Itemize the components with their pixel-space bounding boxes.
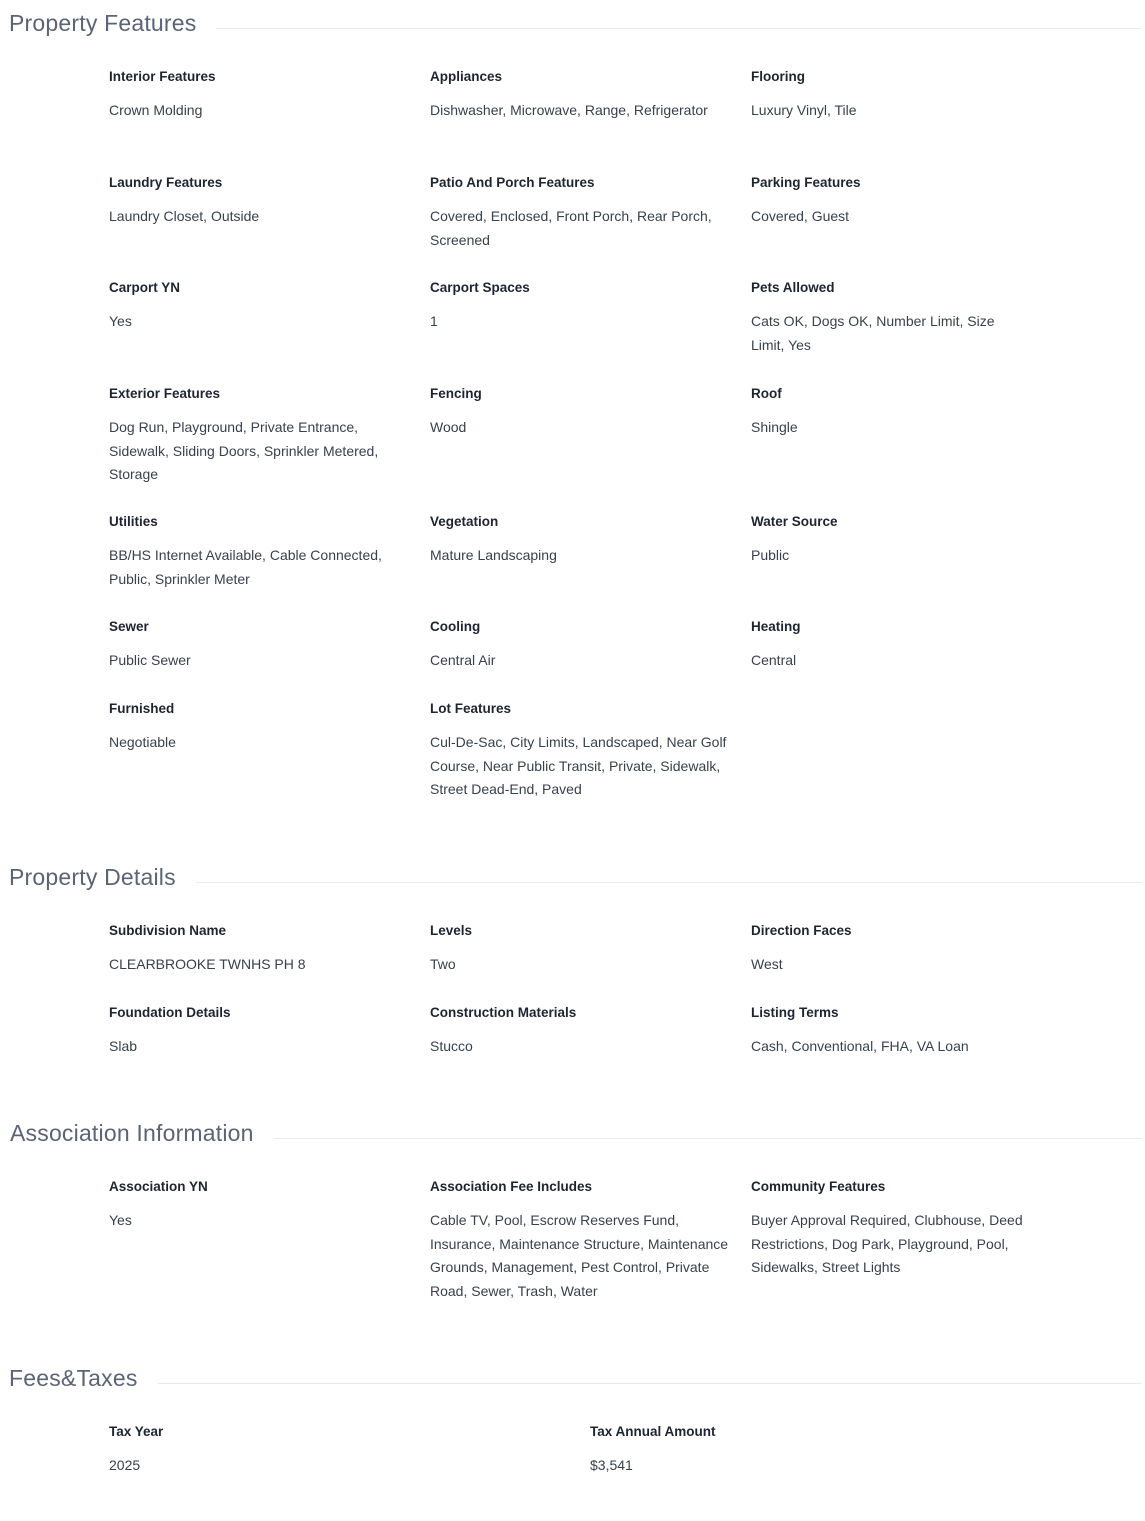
feature-value: Dishwasher, Microwave, Range, Refrigerator (430, 102, 708, 118)
detail-label: Direction Faces (751, 923, 852, 938)
detail-label: Levels (430, 923, 473, 938)
detail-value: CLEARBROOKE TWNHS PH 8 (109, 956, 306, 972)
detail-item (751, 1003, 1051, 1085)
association-label: Community Features (751, 1179, 886, 1194)
fees-taxes-section (0, 1361, 1145, 1473)
detail-value: West (751, 956, 783, 972)
feature-value: Dog Run, Playground, Private Entrance, Sidewalk, Sliding Doors, Sprinkler Metered, Storage (109, 419, 379, 482)
feature-item (751, 67, 1051, 173)
detail-label: Construction Materials (430, 1005, 577, 1020)
feature-value: Cats OK, Dogs OK, Number Limit, Size Limit, Yes (751, 313, 995, 353)
feature-label: Water Source (751, 514, 838, 529)
feature-label: Appliances (430, 69, 503, 84)
feature-value: BB/HS Internet Available, Cable Connected, Public, Sprinkler Meter (109, 547, 382, 587)
feature-item (751, 617, 1051, 699)
feature-value: Central (751, 652, 797, 668)
feature-label: Utilities (109, 514, 158, 529)
feature-value: Luxury Vinyl, Tile (751, 102, 857, 118)
feature-label: Furnished (109, 701, 175, 716)
feature-value: Covered, Enclosed, Front Porch, Rear Porch, Screened (430, 208, 712, 248)
section-divider (9, 1383, 1141, 1384)
feature-item (109, 278, 430, 384)
feature-item (430, 278, 751, 384)
feature-value: Covered, Guest (751, 208, 850, 224)
association-item (751, 1177, 1051, 1303)
section-header (0, 6, 1145, 40)
association-label: Association Fee Includes (430, 1179, 593, 1194)
feature-value: Laundry Closet, Outside (109, 208, 260, 224)
feature-item (430, 173, 751, 278)
feature-item (109, 617, 430, 699)
feature-value: Cul-De-Sac, City Limits, Landscaped, Near Golf Course, Near Public Transit, Private, Sidewalk, Street Dead-End, Paved (430, 734, 727, 797)
association-label: Association YN (109, 1179, 208, 1194)
tax-value: 2025 (109, 1457, 141, 1473)
feature-label: Flooring (751, 69, 805, 84)
detail-item (109, 1003, 430, 1085)
feature-label: Carport YN (109, 280, 181, 295)
feature-value: 1 (430, 313, 438, 329)
feature-label: Interior Features (109, 69, 216, 84)
section-title: Property Details (9, 860, 196, 894)
feature-value: Public (751, 547, 790, 563)
detail-value: Slab (109, 1038, 138, 1054)
feature-item (109, 173, 430, 278)
detail-item (430, 921, 751, 1003)
section-title: Property Features (9, 6, 216, 40)
feature-label: Carport Spaces (430, 280, 530, 295)
features-grid (109, 67, 1051, 809)
feature-value: Yes (109, 313, 132, 329)
feature-label: Heating (751, 619, 801, 634)
fees-taxes-grid (109, 1422, 990, 1478)
detail-item (751, 921, 1051, 1003)
feature-label: Lot Features (430, 701, 512, 716)
association-value: Buyer Approval Required, Clubhouse, Deed Restrictions, Dog Park, Playground, Pool, Sidewalks, Street Lights (751, 1212, 1023, 1275)
feature-item (109, 384, 430, 512)
feature-label: Parking Features (751, 175, 861, 190)
feature-label: Fencing (430, 386, 482, 401)
feature-item (751, 173, 1051, 278)
section-header (0, 1361, 1145, 1395)
feature-item (109, 67, 430, 173)
feature-item (751, 384, 1051, 512)
property-details-section (0, 860, 1145, 1054)
detail-value: Two (430, 956, 456, 972)
property-features-section (0, 6, 1145, 797)
feature-value: Wood (430, 419, 467, 435)
feature-label: Sewer (109, 619, 149, 634)
detail-label: Foundation Details (109, 1005, 231, 1020)
detail-label: Subdivision Name (109, 923, 227, 938)
section-title: Fees&Taxes (9, 1361, 158, 1395)
feature-value: Negotiable (109, 734, 176, 750)
feature-item (430, 617, 751, 699)
detail-value: Stucco (430, 1038, 473, 1054)
feature-value: Public Sewer (109, 652, 191, 668)
feature-label: Vegetation (430, 514, 499, 529)
detail-item (109, 921, 430, 1003)
feature-item (430, 512, 751, 617)
association-grid (109, 1177, 1051, 1303)
section-title: Association Information (10, 1116, 274, 1150)
association-value: Yes (109, 1212, 132, 1228)
feature-label: Cooling (430, 619, 481, 634)
feature-item (751, 512, 1051, 617)
detail-item (430, 1003, 751, 1085)
feature-item (751, 278, 1051, 384)
tax-label: Tax Year (109, 1424, 164, 1439)
feature-label: Patio And Porch Features (430, 175, 595, 190)
detail-value: Cash, Conventional, FHA, VA Loan (751, 1038, 969, 1054)
feature-value: Mature Landscaping (430, 547, 557, 563)
association-item (430, 1177, 751, 1303)
feature-value: Central Air (430, 652, 496, 668)
tax-item (590, 1422, 990, 1478)
tax-item (109, 1422, 590, 1478)
feature-label: Roof (751, 386, 782, 401)
association-value: Cable TV, Pool, Escrow Reserves Fund, Insurance, Maintenance Structure, Maintenance Grounds, Management, Pest Control, Private Road, Sewer, Trash, Water (430, 1212, 729, 1299)
feature-item (430, 384, 751, 512)
association-information-section (0, 1116, 1145, 1299)
feature-value: Crown Molding (109, 102, 203, 118)
details-grid (109, 921, 1051, 1085)
tax-value: $3,541 (590, 1457, 633, 1473)
section-header (0, 1116, 1145, 1150)
feature-label: Pets Allowed (751, 280, 835, 295)
feature-value: Shingle (751, 419, 798, 435)
feature-item (430, 699, 751, 809)
tax-label: Tax Annual Amount (590, 1424, 716, 1439)
association-item (109, 1177, 430, 1303)
feature-label: Exterior Features (109, 386, 221, 401)
detail-label: Listing Terms (751, 1005, 839, 1020)
feature-item (109, 699, 430, 809)
feature-label: Laundry Features (109, 175, 223, 190)
feature-item (430, 67, 751, 173)
feature-item (109, 512, 430, 617)
section-header (0, 860, 1145, 894)
